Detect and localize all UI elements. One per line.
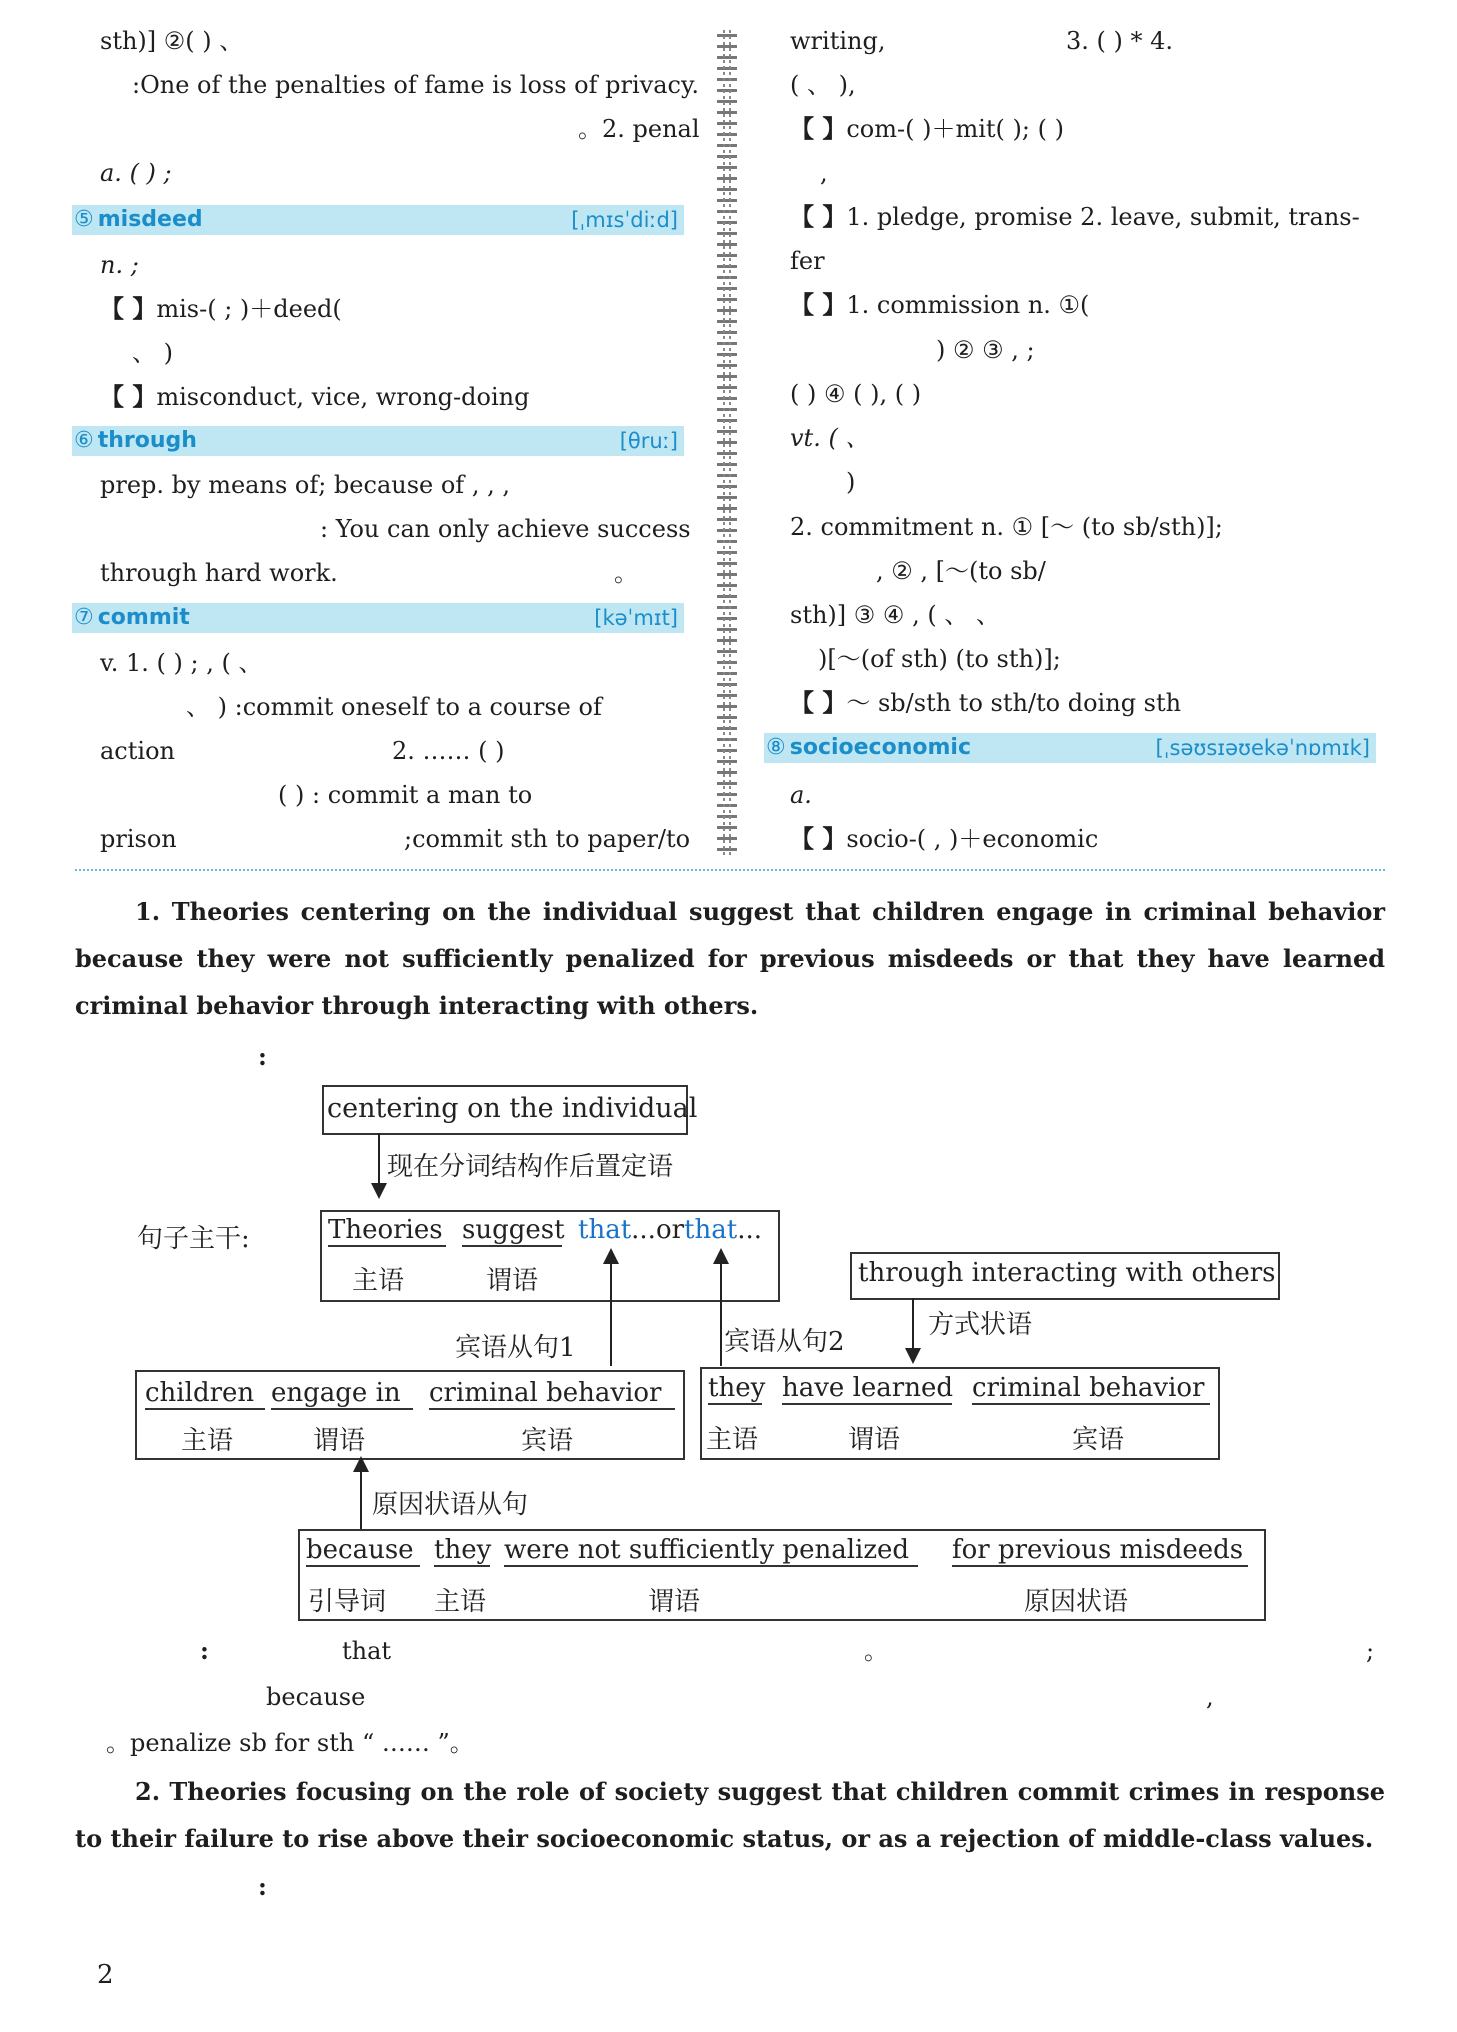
participle-box [322, 1085, 698, 1135]
cause-subject: they [434, 1535, 492, 1565]
headword-word: commit [97, 605, 190, 630]
page-number: 2 [97, 1960, 114, 1990]
cause-clause-box [298, 1529, 1266, 1621]
left-line-3: 。2. penal [578, 115, 700, 143]
trans-2a: because [266, 1683, 366, 1711]
clause1-verb: engage in [271, 1378, 413, 1410]
clause2-object-label: 宾语 [1072, 1425, 1125, 1455]
left-line-1: sth)] ②( ) 、 [100, 27, 244, 55]
object-clause-1-arrowhead [603, 1248, 619, 1264]
left-line-10: : You can only achieve success [320, 515, 691, 543]
main-subject: Theories [328, 1215, 446, 1247]
trans-1b: that [342, 1637, 392, 1665]
main-clause-label: 句子主干: [137, 1224, 250, 1254]
main-subject-label: 主语 [352, 1266, 405, 1296]
headword-misdeed-bar [72, 205, 684, 235]
left-line-5: n. ; [100, 251, 139, 279]
left-line-2: :One of the penalties of fame is loss of privacy. [132, 71, 699, 99]
headword-phonetic: [ˌmɪsˈdiːd] [571, 208, 678, 232]
sentence-1: 1. Theories centering on the individual suggest that children engage in criminal behavior because they were not sufficiently penalized for previous misdeeds or that they have learned criminal behavior through interacting with others. [75, 897, 1385, 1020]
clause1-subject: children [145, 1378, 265, 1410]
cause-adverbial-label: 原因状语 [1024, 1587, 1129, 1617]
left-line-15: ( ) : commit a man to [278, 781, 533, 809]
left-line-13: 、 ) :commit oneself to a course of [186, 693, 602, 721]
headword-through-bar [72, 426, 684, 456]
main-verb-label: 谓语 [486, 1266, 539, 1296]
manner-note: 方式状语 [928, 1310, 1033, 1340]
clause2-verb: have learned [782, 1373, 953, 1403]
bracket-label: 【 】 [790, 203, 847, 231]
object-clause-2-box [700, 1367, 1220, 1460]
trans-1d: ; [1366, 1637, 1375, 1665]
left-line-4: a. ( ) ; [100, 159, 172, 187]
object-clause-1-label: 宾语从句1 [455, 1333, 576, 1363]
right-line-13: , ② , [～(to sb/ [876, 557, 1046, 585]
clause2-object: criminal behavior [972, 1373, 1210, 1405]
etymology-text: com-( )＋mit( ); ( ) [846, 115, 1064, 143]
that-word-2: that [684, 1215, 738, 1245]
right-line-9: ( ) ④ ( ), ( ) [790, 380, 922, 408]
clause2-subject: they [708, 1373, 766, 1403]
bracket-label: 【 】 [790, 291, 847, 319]
right-line-6: fer [790, 247, 825, 275]
left-line-14b: 2. …… ( ) [392, 737, 505, 765]
bracket-label: 【 】 [100, 383, 157, 411]
right-line-14: sth)] ③ ④ , ( 、 、 [790, 601, 1000, 629]
object-clause-1-box [135, 1370, 685, 1460]
object-clause-2-arrowhead [713, 1248, 729, 1264]
column-separator [717, 30, 737, 855]
right-line-8: ) ② ③ , ; [936, 336, 1035, 364]
left-line-8 [100, 382, 529, 412]
main-object [578, 1215, 762, 1245]
object-clause-1-arrow [610, 1262, 612, 1366]
trans-1c: 。 [864, 1637, 888, 1665]
participle-arrow [378, 1133, 380, 1185]
collocation-text: ～ sb/sth to sth/to doing sth [846, 689, 1182, 717]
clause1-object: criminal behavior [429, 1378, 675, 1410]
manner-arrow [912, 1298, 914, 1350]
bracket-label: 【 】 [790, 115, 847, 143]
manner-text: through interacting with others [858, 1258, 1276, 1288]
cause-arrowhead [353, 1456, 369, 1472]
left-line-16: prison [100, 825, 177, 853]
right-line-1b: 3. ( ) * 4. [1066, 27, 1174, 55]
right-line-4: , [820, 159, 828, 187]
right-line-12: 2. commitment n. ① [～ (to sb/sth)]; [790, 513, 1223, 541]
cause-verb-label: 谓语 [648, 1587, 701, 1617]
clause1-verb-label: 谓语 [313, 1426, 366, 1456]
cause-verb: were not sufficiently penalized [504, 1535, 918, 1567]
left-line-9: prep. by means of; because of , , , [100, 471, 510, 499]
right-line-18 [790, 824, 1098, 854]
clause1-subject-label: 主语 [181, 1426, 234, 1456]
left-line-14: action [100, 737, 175, 765]
right-line-16 [790, 688, 1181, 718]
right-line-2: ( 、 ), [790, 71, 856, 99]
headword-number: ⑥ [74, 428, 94, 453]
headword-phonetic: [ˌsəʊsɪəʊekəˈnɒmɪk] [1155, 736, 1370, 760]
headword-word: misdeed [97, 207, 203, 232]
bracket-label: 【 】 [790, 689, 847, 717]
object-ellipsis: ... [737, 1215, 762, 1245]
manner-arrowhead [905, 1348, 921, 1364]
cause-guide-label: 引导词 [308, 1587, 387, 1617]
left-line-7: 、 ) [132, 339, 173, 367]
etymology-text: mis-( ; )＋deed( [156, 295, 342, 323]
right-line-17: a. [790, 781, 812, 809]
cause-arrow [360, 1470, 362, 1532]
clause2-verb-label: 谓语 [848, 1425, 901, 1455]
participle-note: 现在分词结构作后置定语 [387, 1152, 674, 1182]
bracket-label: 【 】 [100, 295, 157, 323]
clause1-object-label: 宾语 [521, 1426, 574, 1456]
headword-number: ⑧ [766, 735, 786, 760]
manner-box [850, 1252, 1280, 1300]
cause-note: 原因状语从句 [372, 1490, 529, 1520]
section-divider [75, 869, 1385, 871]
analysis-colon-1: : [258, 1042, 267, 1071]
right-line-3 [790, 114, 1064, 144]
right-line-7 [790, 290, 1089, 320]
headword-commit-bar [72, 603, 684, 633]
participle-arrowhead [371, 1183, 387, 1199]
right-line-15: )[～(of sth) (to sth)]; [818, 645, 1061, 673]
trans-2b: , [1206, 1683, 1214, 1711]
trans-3: 。penalize sb for sth “ …… ”。 [106, 1729, 474, 1757]
headword-word: through [97, 428, 197, 453]
headword-number: ⑤ [74, 207, 94, 232]
bracket-label: 【 】 [790, 825, 847, 853]
trans-1a: : [200, 1636, 209, 1665]
left-line-12: v. 1. ( ) ; , ( 、 [100, 649, 263, 677]
headword-phonetic: [kəˈmɪt] [594, 606, 678, 630]
etymology-text: socio-( , )＋economic [846, 825, 1099, 853]
participle-text: centering on the individual [327, 1093, 698, 1124]
headword-socioeconomic-bar [764, 733, 1376, 763]
that-word-1: that [578, 1215, 632, 1245]
cause-adverbial: for previous misdeeds [952, 1535, 1248, 1567]
or-connector: ...or [631, 1215, 685, 1245]
right-line-10: vt. ( 、 [790, 424, 870, 452]
left-line-11: through hard work. [100, 559, 338, 587]
right-line-1: writing, [790, 27, 886, 55]
object-clause-2-arrow [720, 1262, 722, 1366]
left-line-11b: 。 [614, 559, 638, 587]
clause2-subject-label: 主语 [706, 1425, 759, 1455]
cause-guide-word: because [306, 1535, 420, 1567]
left-line-16b: ;commit sth to paper/to [404, 825, 691, 853]
main-clause-box [320, 1210, 780, 1302]
main-verb: suggest [462, 1215, 565, 1245]
right-line-5 [790, 202, 1360, 232]
analysis-colon-2: : [258, 1872, 267, 1901]
synonyms-text: 1. pledge, promise 2. leave, submit, trans- [846, 203, 1360, 231]
headword-number: ⑦ [74, 605, 94, 630]
headword-phonetic: [θruː] [619, 429, 678, 453]
headword-word: socioeconomic [789, 735, 971, 760]
sentence-2: 2. Theories focusing on the role of society suggest that children commit crimes in response to their failure to rise above their socioeconomic status, or as a rejection of middle-class values. [75, 1777, 1385, 1853]
derivative-text: 1. commission n. ①( [846, 291, 1090, 319]
synonyms-text: misconduct, vice, wrong-doing [156, 383, 530, 411]
object-clause-2-label: 宾语从句2 [724, 1327, 845, 1357]
cause-subject-label: 主语 [434, 1587, 487, 1617]
right-line-11: ) [846, 468, 856, 496]
left-line-6 [100, 294, 342, 324]
